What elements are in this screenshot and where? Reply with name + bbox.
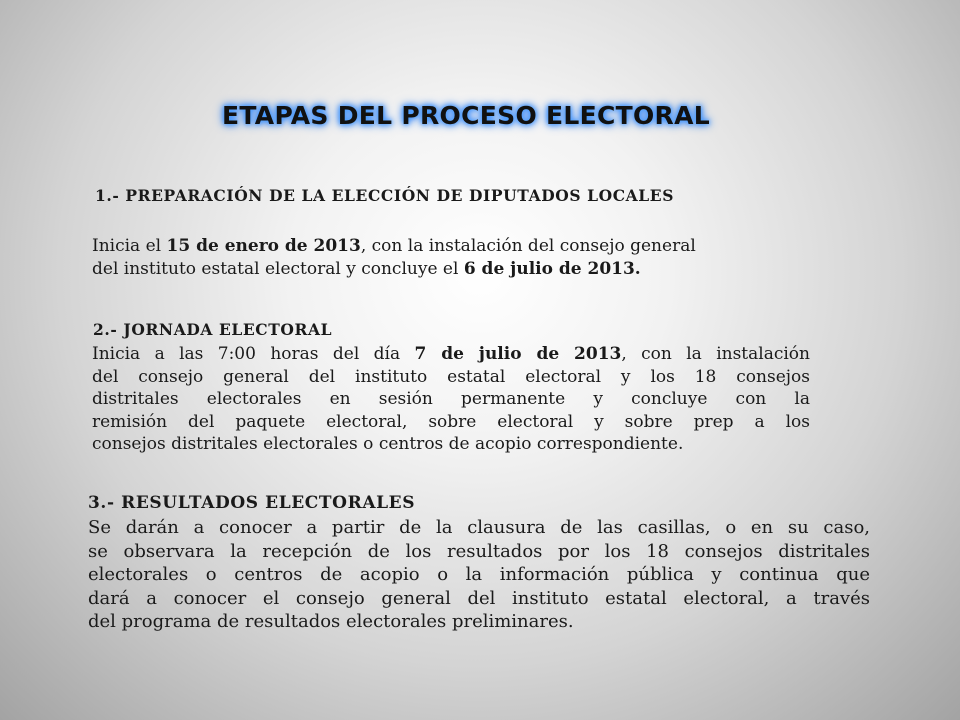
- section-3-line-1: Se darán a conocer a partir de la clausura de las casillas, o en su caso,: [88, 517, 870, 538]
- section-1-line-1: [92, 235, 817, 258]
- section-2-line-5: consejos distritales electorales o centros de acopio correspondiente.: [92, 434, 684, 454]
- section-1-heading: 1.- PREPARACIÓN DE LA ELECCIÓN DE DIPUTADOS LOCALES: [95, 186, 674, 205]
- section-3-heading: 3.- RESULTADOS ELECTORALES: [88, 493, 416, 513]
- section-3-paragraph: [88, 516, 870, 634]
- section-2-line-4: remisión del paquete electoral, sobre electoral y sobre prep a los: [92, 411, 810, 432]
- section-3-line-2: se observara la recepción de los resultados por los 18 consejos distritales: [88, 540, 870, 562]
- section-3-line-5: del programa de resultados electorales preliminares.: [88, 611, 574, 632]
- section-1-start-date: 15 de enero de 2013: [166, 236, 361, 256]
- section-2-heading: 2.- JORNADA ELECTORAL: [93, 320, 333, 339]
- section-3-line-4: dará a conocer el consejo general del instituto estatal electoral, a través: [88, 587, 870, 609]
- section-1-line-2: [92, 258, 817, 281]
- section-2-line-3: distritales electorales en sesión permanente y concluye con la: [92, 389, 810, 409]
- section-2-date: 7 de julio de 2013: [414, 344, 622, 364]
- section-3-line-3: electorales o centros de acopio o la información pública y continua que: [88, 564, 870, 585]
- section-1-text-c: del instituto estatal electoral y concluye el: [92, 258, 464, 279]
- section-2-line-2: del consejo general del instituto estatal electoral y los 18 consejos: [92, 366, 810, 387]
- section-1-paragraph: [92, 235, 817, 280]
- section-2-paragraph: [92, 343, 810, 456]
- section-1-end-date: 6 de julio de 2013.: [463, 258, 641, 279]
- section-1-text-a: Inicia el: [92, 236, 167, 256]
- section-1-text-b: , con la instalación del consejo general: [360, 236, 696, 256]
- slide-title: ETAPAS DEL PROCESO ELECTORAL: [222, 101, 710, 130]
- section-2-text-b: , con la instalación: [621, 344, 810, 364]
- section-2-line-1: [92, 343, 810, 366]
- section-2-text-a: Inicia a las 7:00 horas del día: [92, 344, 415, 364]
